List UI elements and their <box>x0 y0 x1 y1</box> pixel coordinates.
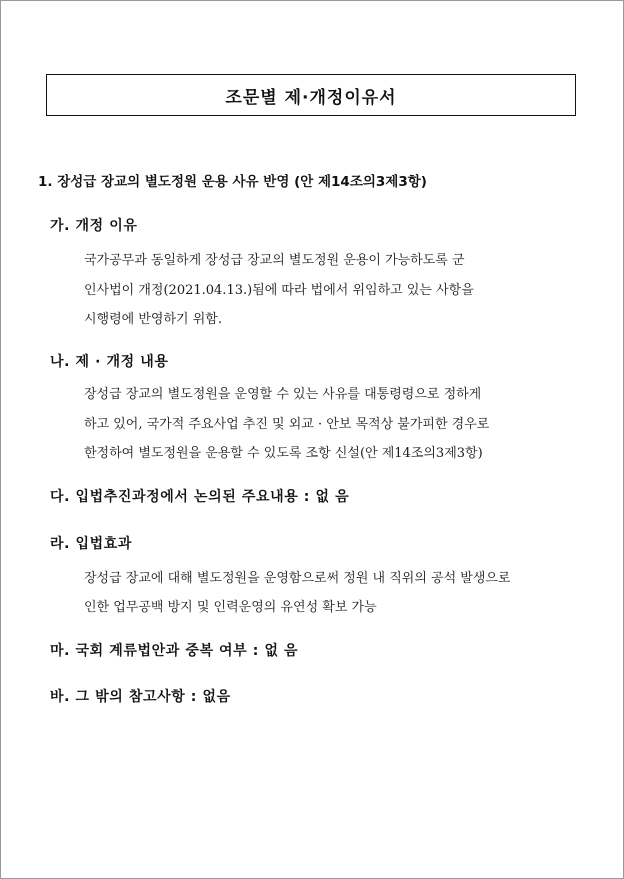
section-heading-ga: 가. 개정 이유 <box>50 218 138 234</box>
section-heading-na: 나. 제 · 개정 내용 <box>50 354 169 370</box>
section-ga-line-2: 인사법이 개정(2021.04.13.)됨에 따라 법에서 위임하고 있는 사항을 <box>84 283 474 298</box>
section-na-line-3: 한정하여 별도정원을 운용할 수 있도록 조항 신설(안 제14조의3제3항) <box>84 446 483 461</box>
section-na-line-1: 장성급 장교의 별도정원을 운영할 수 있는 사유를 대통령령으로 정하게 <box>84 387 482 402</box>
section-ga-line-3: 시행령에 반영하기 위함. <box>84 312 222 327</box>
section-ra-line-1: 장성급 장교에 대해 별도정원을 운영함으로써 정원 내 직위의 공석 발생으로 <box>84 571 511 586</box>
section-heading-ba: 바. 그 밖의 참고사항 : 없음 <box>50 689 231 705</box>
main-heading: 1. 장성급 장교의 별도정원 운용 사유 반영 (안 제14조의3제3항) <box>38 174 427 190</box>
document-title: 조문별 제·개정이유서 <box>225 87 397 108</box>
section-heading-da: 다. 입법추진과정에서 논의된 주요내용 : 없 음 <box>50 489 350 505</box>
section-ra-line-2: 인한 업무공백 방지 및 인력운영의 유연성 확보 가능 <box>84 600 377 615</box>
section-heading-ra: 라. 입법효과 <box>50 536 133 552</box>
section-heading-ma: 마. 국회 계류법안과 중복 여부 : 없 음 <box>50 643 299 659</box>
section-ga-line-1: 국가공무과 동일하게 장성급 장교의 별도정원 운용이 가능하도록 군 <box>84 253 465 268</box>
section-na-line-2: 하고 있어, 국가적 주요사업 추진 및 외교 · 안보 목적상 불가피한 경우로 <box>84 417 490 432</box>
title-box <box>46 74 576 116</box>
